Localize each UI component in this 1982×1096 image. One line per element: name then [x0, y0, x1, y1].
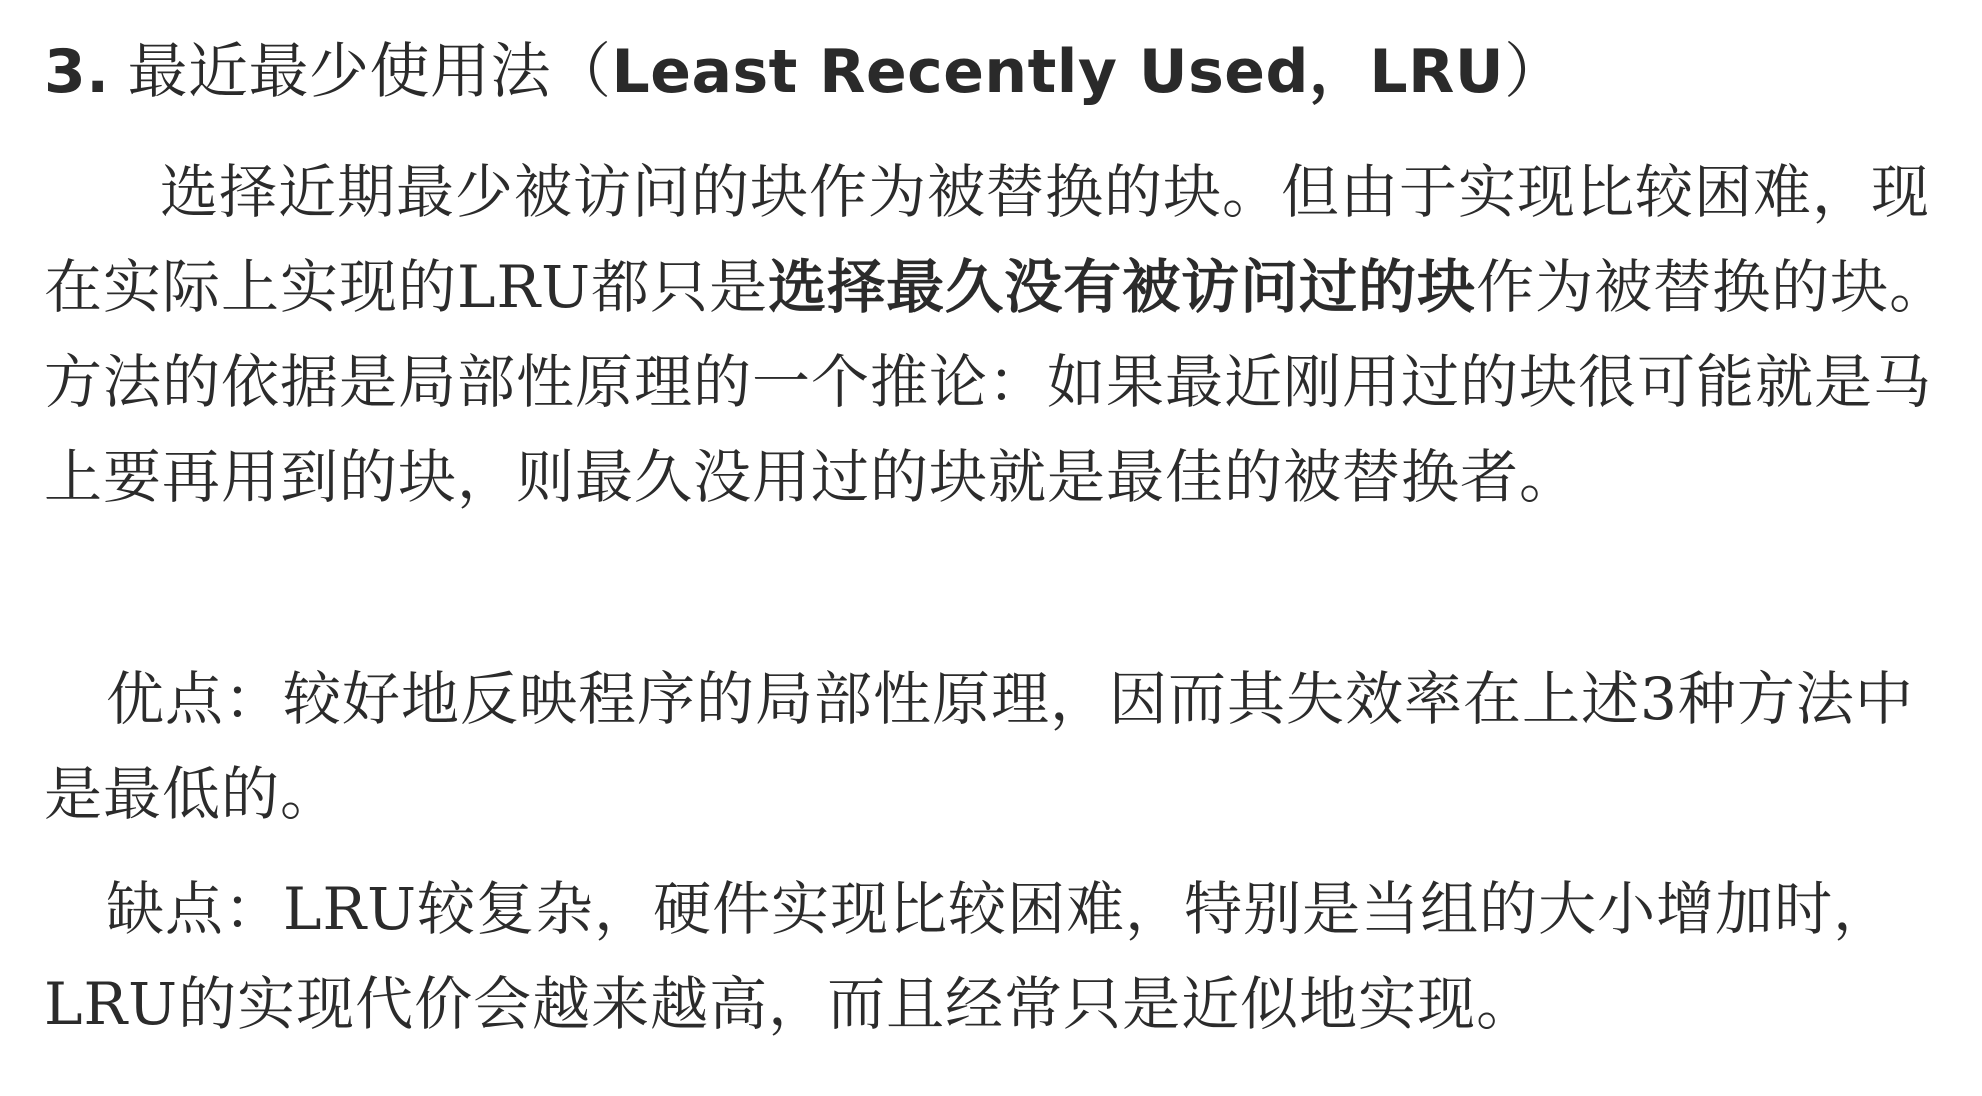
description-emphasis: 选择最久没有被访问过的块: [768, 253, 1477, 321]
section-heading: [44, 30, 1565, 114]
description-paragraph: [44, 145, 1964, 525]
description-part2: 作为被替换的块。方法的依据是局部性原理的一个推论：如果最近刚用过的块很可能就是马上要再用到的块，则最久没用过的块就是最佳的被替换者。: [44, 253, 1949, 511]
section-number: 3.: [44, 37, 110, 107]
section-title-close: ）: [1504, 37, 1565, 107]
advantages-paragraph: [44, 652, 1964, 842]
section-title-en: Least Recently Used，LRU: [611, 37, 1505, 107]
disadvantages-text: 缺点：LRU较复杂，硬件实现比较困难，特别是当组的大小增加时，LRU的实现代价会越来越高，而且经常只是近似地实现。: [44, 875, 1893, 1038]
disadvantages-paragraph: [44, 862, 1964, 1052]
description-part1: 选择近期最少被访问的块作为被替换的块。但由于实现比较困难，现在实际上实现的LRU都只是: [44, 158, 1931, 321]
advantages-text: 优点：较好地反映程序的局部性原理，因而其失效率在上述3种方法中是最低的。: [44, 665, 1914, 828]
section-title-cn: 最近最少使用法（: [127, 37, 612, 107]
